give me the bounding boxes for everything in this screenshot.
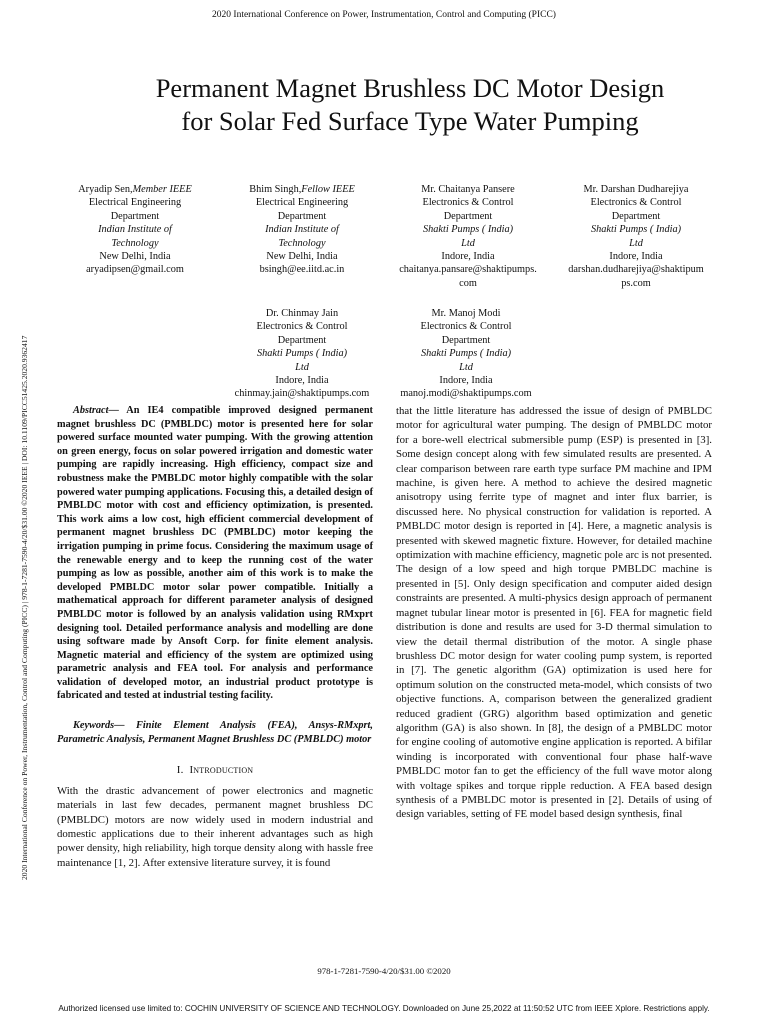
author-dept: Electronics & Control: [420, 321, 512, 333]
author-email: chaitanya.pansare@shaktipumps.: [399, 264, 537, 276]
paper-title: [60, 72, 760, 138]
author-name: Dr. Chinmay Jain: [265, 308, 339, 319]
author-role: Fellow IEEE: [301, 184, 355, 195]
author-org-2: Ltd: [295, 361, 309, 373]
author-name-line: [60, 183, 210, 196]
author-dept-2: Department: [277, 334, 327, 346]
author-dept: Electrical Engineering: [255, 197, 349, 209]
author-name: Mr. Darshan Dudharejiya: [583, 184, 689, 195]
author-org-2: Ltd: [629, 237, 643, 249]
author-city: Indore, India: [275, 375, 329, 387]
author-name: Mr. Manoj Modi: [431, 308, 501, 319]
author-email-2: ps.com: [621, 277, 651, 289]
author-email: bsingh@ee.iitd.ac.in: [259, 264, 345, 276]
author-org-2: Ltd: [459, 361, 473, 373]
author-email: aryadipsen@gmail.com: [86, 264, 184, 276]
author-name-line: [227, 183, 377, 196]
author-dept: Electronics & Control: [590, 197, 682, 209]
author-city: New Delhi, India: [99, 251, 171, 263]
keywords: Keywords— Finite Element Analysis (FEA), Ansys-RMxprt, Parametric Analysis, Permanent Magnet Brushless DC (PMBLDC) motor: [57, 720, 373, 745]
author-dept-2: Department: [277, 210, 327, 222]
author-city: Indore, India: [439, 375, 493, 387]
author-dept-2: Department: [441, 334, 491, 346]
author-block: [556, 183, 716, 290]
section-title: Introduction: [189, 764, 254, 777]
author-org: Shakti Pumps ( India): [422, 224, 514, 236]
abstract-label: Abstract: [73, 405, 109, 416]
author-city: Indore, India: [609, 251, 663, 263]
author-role: Member IEEE: [132, 184, 192, 195]
author-block: [60, 183, 210, 277]
intro-paragraph-right: that the little literature has addressed the issue of design of PMBLDC motor for agricultural water pumping. The design of PMBLDC motor for a bore-well electrical submersible pump (ESP) is presented in [3]. Some design concept along with few simulated results are presented. A clear comparison between rare earth type surface PM machine and IPM machine, is given here. A method to achieve the desired magnetic anisotropy using ferrite type of magnet and inter flux barrier, is discussed here. No physical construction for validation is reported. A PMBLDC motor design is reported in [4]. Here, a magnetic analysis is presented with skewed magnetic fixture. However, for detailed machine optimization with machine efficiency, magnetic pole arc is not presented. The design of a low speed and high torque PMBLDC machine is presented in [5]. Only design specification and computer aided design constraints are presented. A multi-physics design approach of permanent magnet tubular linear motor is presented in [6]. FEA for magnetic field distribution is done and results are used for 3-D thermal simulation to view the detail thermal distribution of the motor. A single phase brushless DC motor design for water cooling pump system, is reported in [7]. The genetic algorithm (GA) optimization is used here for optimum solution on the constructed meta-model, which consists of two objective functions. A, comparison between the generalized gradient reduced gradient (GRG) algorithm based optimization and genetic algorithm (GA) is also shown. In [8], the design of a PMBLDC motor for engine cooling of automotive engine application is reported. A bifilar winding is incorporated with conventional four phase half-wave PMBLDC motor fan to get the efficiency of the full wave motor along with voltage spikes and torque ripple reduction. A FEA based design synthesis of a PMBLDC motor is presented in [2]. Details of using of design variables, setting of FE model based design synthesis, final: [396, 405, 712, 821]
author-dept: Electronics & Control: [256, 321, 348, 333]
author-dept: Electronics & Control: [422, 197, 514, 209]
doi-sidebar: [6, 140, 29, 880]
author-email: manoj.modi@shaktipumps.com: [400, 388, 532, 400]
author-email-2: com: [459, 277, 477, 289]
footer-license: Authorized licensed use limited to: COCHIN UNIVERSITY OF SCIENCE AND TECHNOLOGY. Downloaded on June 25,2022 at 11:50:52 UTC from IEEE Xplore. Restrictions apply.: [58, 1004, 710, 1013]
section-number: I.: [176, 764, 184, 777]
author-org-2: Ltd: [461, 237, 475, 249]
author-org: Shakti Pumps ( India): [420, 348, 512, 360]
conference-header: 2020 International Conference on Power, Instrumentation, Control and Computing (PICC): [212, 10, 556, 20]
author-block: [388, 183, 548, 290]
author-email: chinmay.jain@shaktipumps.com: [234, 388, 370, 400]
author-city: New Delhi, India: [266, 251, 338, 263]
author-dept-2: Department: [443, 210, 493, 222]
intro-paragraph-left: With the drastic advancement of power electronics and magnetic materials in last few decades, permanent magnet brushless DC (PMBLDC) motors are now widely used in modern industrial and domestic applications due to their inherent advantages such as high power density, high reliability, high torque density along with hassle free maintenance [1, 2]. After extensive literature survey, it is found: [57, 784, 373, 869]
author-dept: Electrical Engineering: [88, 197, 182, 209]
left-column: [57, 404, 373, 870]
author-email: darshan.dudharejiya@shaktipum: [568, 264, 704, 276]
author-org: Indian Institute of: [98, 224, 172, 236]
right-column: [396, 404, 712, 822]
author-org: Indian Institute of: [265, 224, 339, 236]
author-org: Shakti Pumps ( India): [590, 224, 682, 236]
author-dept-2: Department: [110, 210, 160, 222]
author-name: Mr. Chaitanya Pansere: [421, 184, 515, 195]
author-block: [227, 183, 377, 277]
abstract: [57, 404, 373, 703]
author-org-2: Technology: [278, 237, 326, 249]
author-city: Indore, India: [441, 251, 495, 263]
doi-sidebar-text: 2020 International Conference on Power, Instrumentation, Control and Computing (PICC) | 978-1-7281-7590-4/20/$31.00 ©2020 IEEE | DOI: 10.1109/PICC51425.2020.9362417: [20, 335, 29, 880]
section-heading: [57, 764, 373, 778]
abstract-text: — An IE4 compatible improved designed permanent magnet brushless DC (PMBLDC) motor is presented here for solar powered surface mounted water pumping. With the growing attention on green energy, focus on solar powered irrigation and domestic water pumping are rapidly increasing. High efficiency, compact size and robustness make the PMBLDC motor highly compatible with the solar powered water pumping applications. Focusing this, a detailed design of PMBLDC motor with cost and efficiency optimization, is presented. This work aims a low cost, high efficient commercial development of permanent magnet brushless DC (PMBLDC) motor keeping the irrigation pumping in prime focus. Considering the maximum usage of the renewable energy and to keep the running cost of the water pumping as low as possible, another aim of this work is to make the developed PMBLDC motor solar power compatible. Initially a mathematical approach for different parameter analysis of designed PMBLDC motor is followed by an analysis validation using RMxprt designing tool. Detailed performance analysis and modelling are done using software made by Ansoft Corp. for finite element analysis. Magnetic material and efficiency of the system are optimized using parametric analysis and FEA tool. For analysis and performance validation of developed motor, an industrial product prototype is fabricated and tested at industrial testing facility.: [57, 405, 373, 702]
author-org-2: Technology: [111, 237, 159, 249]
author-name: Bhim Singh,: [249, 184, 302, 195]
author-block: [222, 307, 382, 401]
paper-title-line-1: Permanent Magnet Brushless DC Motor Design: [155, 73, 665, 103]
author-name: Aryadip Sen,: [78, 184, 133, 195]
footer-price: 978-1-7281-7590-4/20/$31.00 ©2020: [317, 966, 451, 976]
author-org: Shakti Pumps ( India): [256, 348, 348, 360]
author-block: [386, 307, 546, 401]
paper-title-line-2: for Solar Fed Surface Type Water Pumping: [181, 106, 639, 136]
author-dept-2: Department: [611, 210, 661, 222]
